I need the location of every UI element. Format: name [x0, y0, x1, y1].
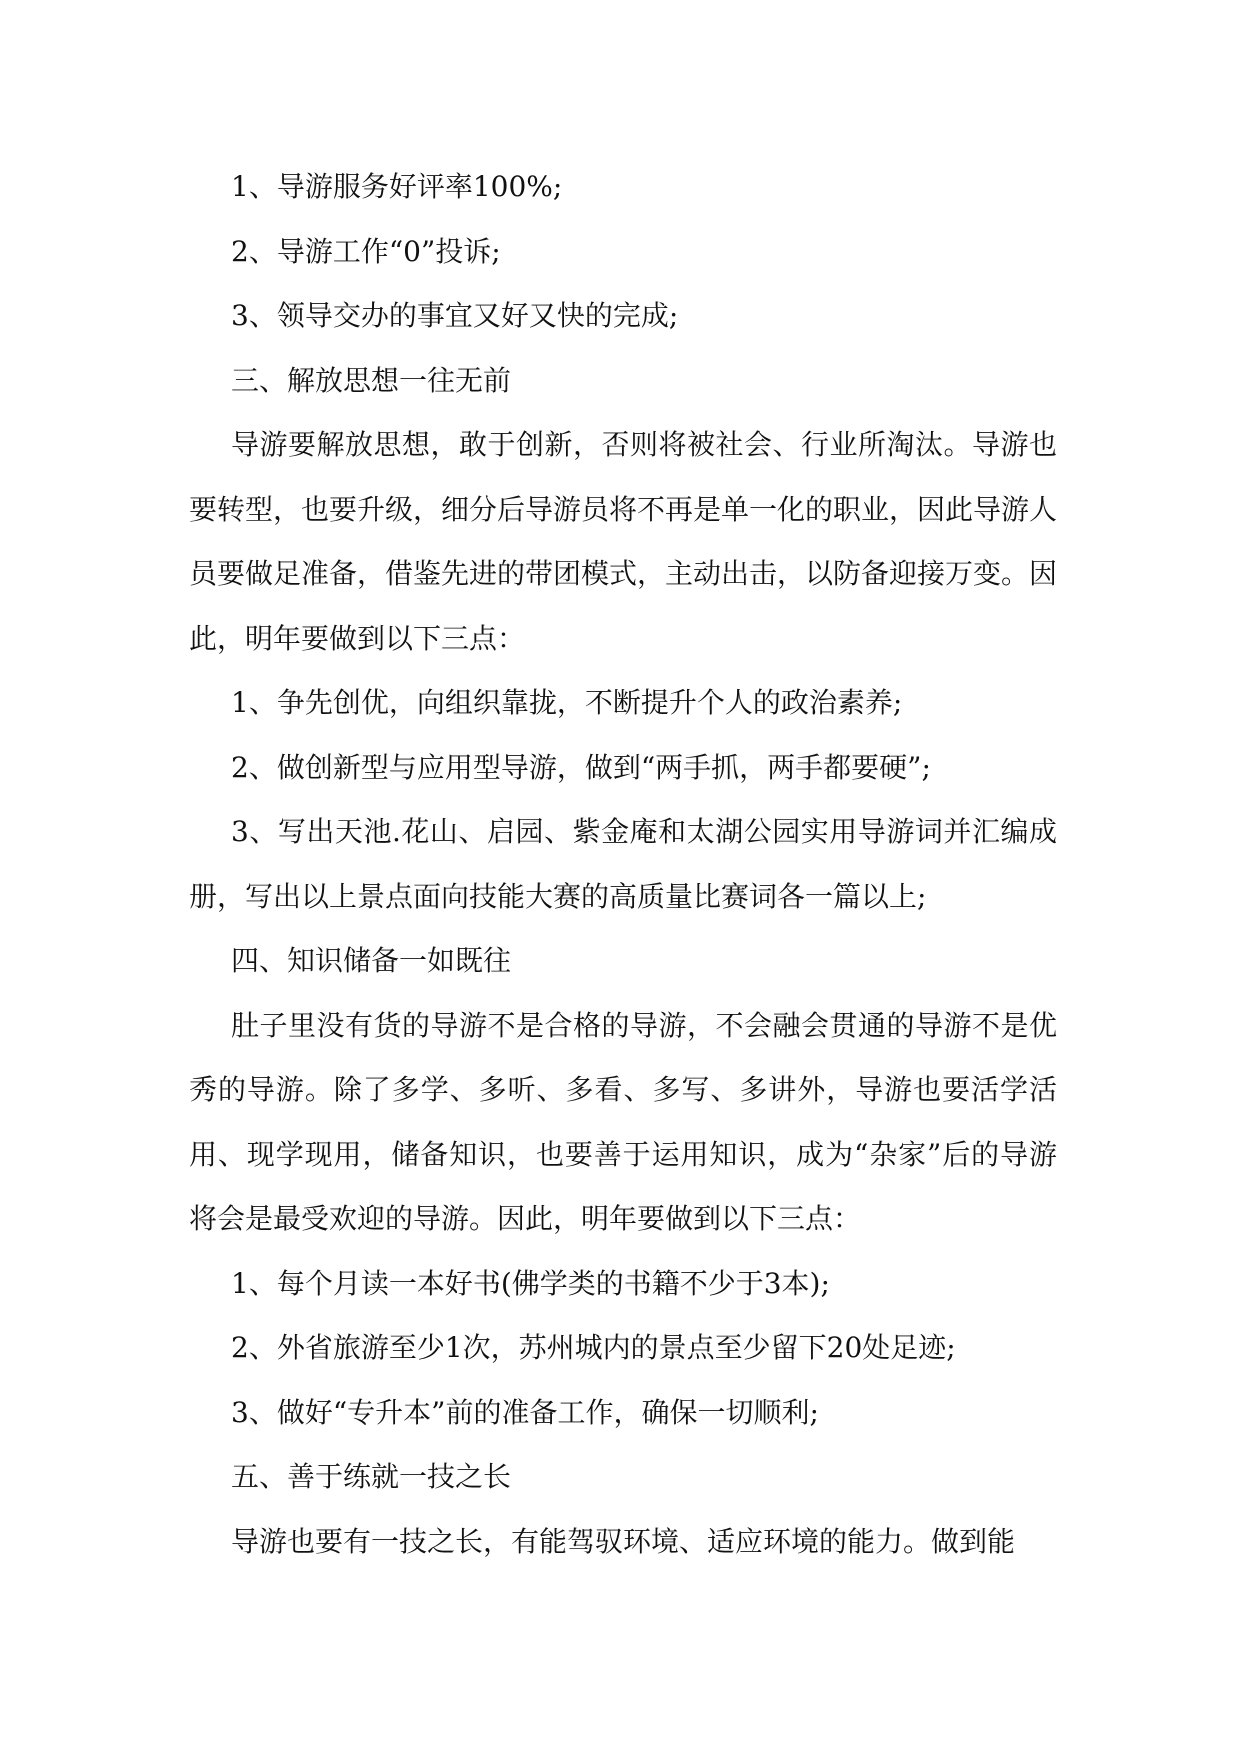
section-heading-5: 五、善于练就一技之长 [231, 1460, 512, 1493]
list-item-rating: 1、导游服务好评率100%; [231, 170, 563, 203]
list-item-zero-complaints: 2、导游工作“0”投诉; [231, 234, 501, 268]
list-item-travel: 2、外省旅游至少1次，苏州城内的景点至少留下20处足迹; [231, 1331, 956, 1364]
body-paragraph-skill: 导游也要有一技之长，有能驾驭环境、适应环境的能力。做到能 [231, 1524, 1016, 1558]
list-item-innovative-guide: 2、做创新型与应用型导游，做到“两手抓，两手都要硬”; [231, 750, 931, 784]
list-item-read-books: 1、每个月读一本好书(佛学类的书籍不少于3本); [231, 1266, 830, 1300]
body-paragraph-liberate-thinking: 导游要解放思想，敢于创新，否则将被社会、行业所淘汰。导游也要转型，也要升级，细分后导游员将不再是单一化的职业，因此导游人员要做足准备，借鉴先进的带团模式，主动出击，以防备迎接万变。因此，明年要做到以下三点： [189, 428, 1058, 655]
section-heading-3: 三、解放思想一往无前 [231, 363, 512, 397]
list-item-leader-tasks: 3、领导交办的事宜又好又快的完成; [231, 299, 679, 332]
section-heading-4: 四、知识储备一如既往 [231, 944, 512, 977]
body-paragraph-knowledge: 肚子里没有货的导游不是合格的导游，不会融会贯通的导游不是优秀的导游。除了多学、多听、多看、多写、多讲外，导游也要活学活用、现学现用，储备知识，也要善于运用知识，成为“杂家”后的导游将会是最受欢迎的导游。因此，明年要做到以下三点： [189, 1008, 1057, 1235]
list-item-upgrade-degree: 3、做好“专升本”前的准备工作，确保一切顺利; [231, 1395, 819, 1429]
list-item-write-guide-scripts: 3、写出天池.花山、启园、紫金庵和太湖公园实用导游词并汇编成册，写出以上景点面向技能大赛的高质量比赛词各一篇以上; [189, 815, 1057, 913]
list-item-strive-excellence: 1、争先创优，向组织靠拢，不断提升个人的政治素养; [231, 686, 903, 719]
document-body [189, 155, 1057, 1574]
